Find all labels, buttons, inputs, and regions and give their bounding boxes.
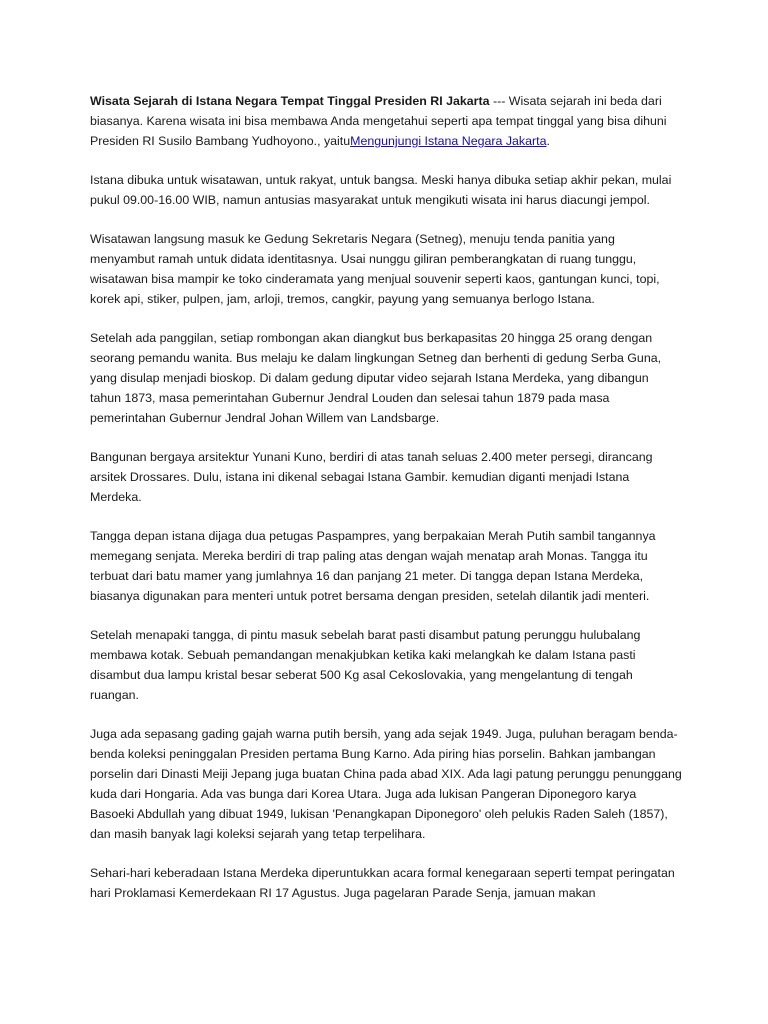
intro-paragraph [90, 91, 682, 151]
paragraph: Sehari-hari keberadaan Istana Merdeka diperuntukkan acara formal kenegaraan seperti tempat peringatan hari Proklamasi Kemerdekaan RI 17 Agustus. Juga pagelaran Parade Senja, jamuan makan [90, 866, 675, 900]
intro-text: --- Wisata sejarah ini beda dari biasanya. Karena wisata ini bisa membawa Anda mengetahui seperti apa tempat tinggal yang bisa dihuni Presiden RI Susilo Bambang Yudhoyono., yaitu [90, 94, 667, 148]
paragraph: Wisatawan langsung masuk ke Gedung Sekretaris Negara (Setneg), menuju tenda panitia yang menyambut ramah untuk didata identitasnya. Usai nunggu giliran pemberangkatan di ruang tunggu, wisatawan bisa mampir ke toko cinderamata yang menjual souvenir seperti kaos, gantungan kunci, topi, korek api, stiker, pulpen, jam, arloji, tremos, cangkir, payung yang semuanya berlogo Istana. [90, 232, 660, 306]
paragraph: Setelah ada panggilan, setiap rombongan akan diangkut bus berkapasitas 20 hingga 25 orang dengan seorang pemandu wanita. Bus melaju ke dalam lingkungan Setneg dan berhenti di gedung Serba Guna, yang disulap menjadi bioskop. Di dalam gedung diputar video sejarah Istana Merdeka, yang dibangun tahun 1873, masa pemerintahan Gubernur Jendral Louden dan selesai tahun 1879 pada masa pemerintahan Gubernur Jendral Johan Willem van Landsbarge. [90, 331, 662, 425]
intro-link[interactable]: Mengunjungi Istana Negara Jakarta [350, 134, 547, 148]
paragraph: Istana dibuka untuk wisatawan, untuk rakyat, untuk bangsa. Meski hanya dibuka setiap akhir pekan, mulai pukul 09.00-16.00 WIB, namun antusias masyarakat untuk mengikuti wisata ini harus diacungi jempol. [90, 173, 672, 207]
paragraph: Tangga depan istana dijaga dua petugas Paspampres, yang berpakaian Merah Putih sambil tangannya memegang senjata. Mereka berdiri di trap paling atas dengan wajah menatap arah Monas. Tangga itu terbuat dari batu mamer yang jumlahnya 16 dan panjang 21 meter. Di tangga depan Istana Merdeka, biasanya digunakan para menteri untuk potret bersama dengan presiden, setelah dilantik jadi menteri. [90, 529, 656, 603]
article-title: Wisata Sejarah di Istana Negara Tempat Tinggal Presiden RI Jakarta [90, 94, 490, 108]
paragraph: Bangunan bergaya arsitektur Yunani Kuno, berdiri di atas tanah seluas 2.400 meter persegi, dirancang arsitek Drossares. Dulu, istana ini dikenal sebagai Istana Gambir. kemudian diganti menjadi Istana Merdeka. [90, 450, 653, 504]
document-body [90, 91, 682, 922]
paragraph: Juga ada sepasang gading gajah warna putih bersih, yang ada sejak 1949. Juga, puluhan beragam benda-benda koleksi peninggalan Presiden pertama Bung Karno. Ada piring hias porselin. Bahkan jambangan porselin dari Dinasti Meiji Jepang juga buatan China pada abad XIX. Ada lagi patung perunggu penunggang kuda dari Hongaria. Ada vas bunga dari Korea Utara. Juga ada lukisan Pangeran Diponegoro karya Basoeki Abdullah yang dibuat 1949, lukisan 'Penangkapan Diponegoro' oleh pelukis Raden Saleh (1857), dan masih banyak lagi koleksi sejarah yang tetap terpelihara. [90, 727, 682, 841]
paragraph: Setelah menapaki tangga, di pintu masuk sebelah barat pasti disambut patung perunggu hulubalang membawa kotak. Sebuah pemandangan menakjubkan ketika kaki melangkah ke dalam Istana pasti disambut dua lampu kristal besar seberat 500 Kg asal Cekoslovakia, yang mengelantung di tengah ruangan. [90, 628, 641, 702]
intro-end: . [546, 134, 550, 148]
